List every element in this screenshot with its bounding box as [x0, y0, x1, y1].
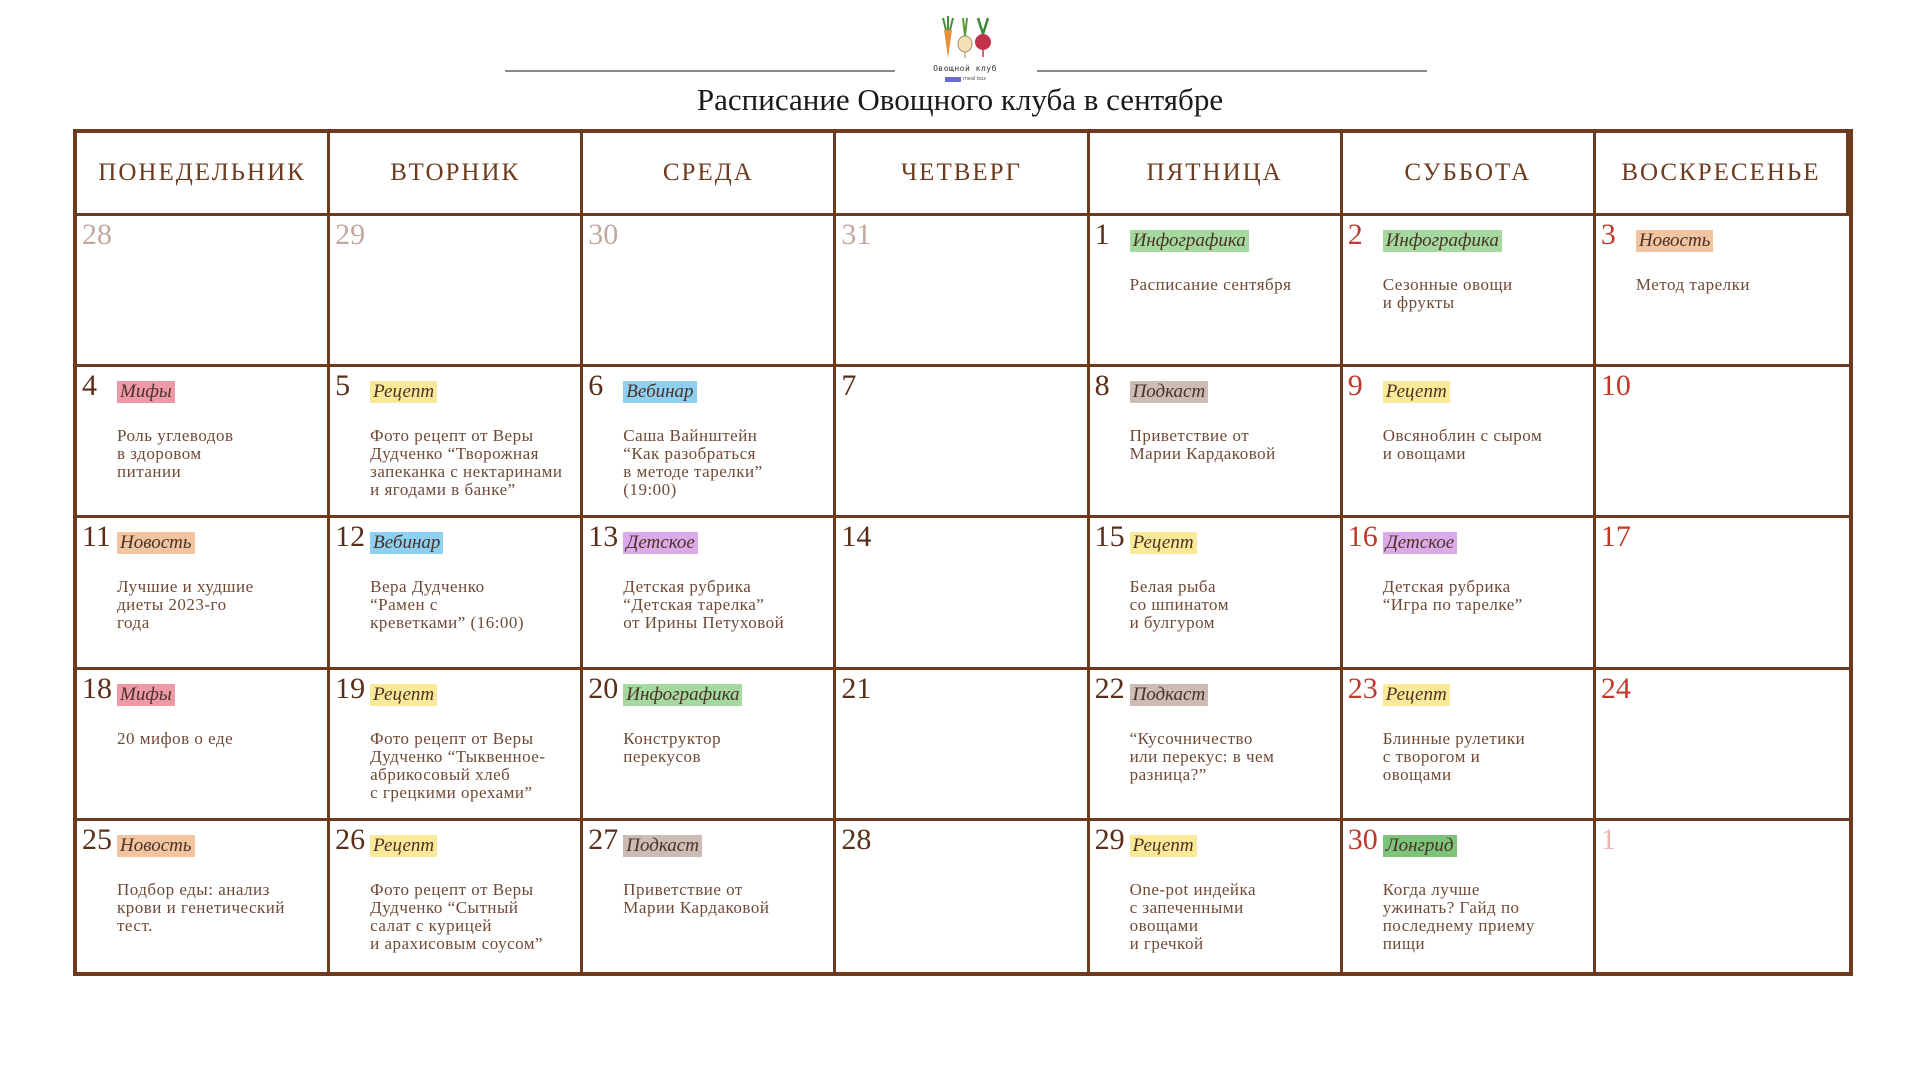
- event-description: Фото рецепт от Веры Дудченко “Сытный салат с курицей и арахисовым соусом”: [370, 879, 544, 953]
- day-cell: [330, 670, 583, 821]
- category-tag: Инфографика: [1383, 230, 1502, 252]
- category-tag: Подкаст: [1130, 381, 1209, 403]
- day-number: 29: [1094, 822, 1125, 856]
- category-tag: Детское: [1383, 532, 1458, 554]
- day-cell: [1343, 367, 1596, 518]
- day-number: 1: [1600, 822, 1616, 856]
- day-number: 30: [588, 218, 619, 251]
- event-description: Саша Вайнштейн “Как разобраться в методе тарелки” (19:00): [623, 426, 763, 500]
- day-number: 16: [1347, 520, 1378, 554]
- day-cell: [1343, 518, 1596, 669]
- day-cell: [330, 367, 583, 518]
- day-number: 3: [1600, 218, 1616, 251]
- day-number: 28: [841, 822, 872, 856]
- category-tag: Подкаст: [623, 835, 702, 857]
- day-number: 7: [841, 369, 857, 403]
- day-number: 4: [82, 369, 97, 403]
- category-tag: Новость: [117, 532, 195, 554]
- day-cell: [1343, 216, 1596, 367]
- day-cell: [583, 367, 836, 518]
- day-cell: [836, 367, 1089, 518]
- day-number: 8: [1094, 369, 1110, 403]
- day-number: 14: [841, 520, 872, 554]
- day-cell: [836, 518, 1089, 669]
- day-number: 28: [82, 218, 112, 251]
- header-rule-left: [505, 70, 895, 72]
- category-tag: Вебинар: [370, 532, 443, 554]
- event-description: Роль углеводов в здоровом питании: [117, 426, 234, 482]
- category-tag: Рецепт: [370, 381, 437, 403]
- day-cell: [1343, 670, 1596, 821]
- day-number: 13: [588, 520, 619, 554]
- category-tag: Рецепт: [370, 684, 437, 706]
- day-number: 27: [588, 822, 619, 856]
- day-number: 31: [841, 218, 872, 251]
- day-number: 2: [1347, 218, 1363, 251]
- event-description: Вера Дудченко “Рамен с креветками” (16:00): [370, 577, 525, 633]
- day-number: 1: [1094, 218, 1110, 251]
- day-cell: [1090, 367, 1343, 518]
- day-cell: [1596, 367, 1849, 518]
- category-tag: Рецепт: [1383, 684, 1450, 706]
- day-cell: [836, 670, 1089, 821]
- day-cell: [1343, 821, 1596, 972]
- logo-subbrand-text: meal box: [963, 76, 987, 82]
- day-number: 22: [1094, 671, 1125, 705]
- event-description: Приветствие от Марии Кардаковой: [1129, 426, 1276, 464]
- day-number: 5: [335, 369, 351, 403]
- event-description: Белая рыба со шпинатом и булгуром: [1129, 577, 1229, 633]
- day-cell: [836, 821, 1089, 972]
- weekday-header: ПОНЕДЕЛЬНИК: [77, 133, 330, 216]
- day-number: 10: [1600, 369, 1631, 403]
- category-tag: Мифы: [117, 684, 175, 706]
- category-tag: Инфографика: [1130, 230, 1249, 252]
- category-tag: Рецепт: [370, 835, 437, 857]
- event-description: Сезонные овощи и фрукты: [1382, 275, 1513, 312]
- weekday-header: СУББОТА: [1343, 133, 1596, 216]
- event-description: Подбор еды: анализ крови и генетический тест.: [117, 879, 285, 935]
- category-tag: Новость: [1636, 230, 1714, 252]
- day-cell: [836, 216, 1089, 367]
- header: [0, 0, 1920, 125]
- day-number: 19: [335, 671, 366, 705]
- calendar-grid: [73, 129, 1853, 976]
- day-cell: [1596, 821, 1849, 972]
- day-cell: [1596, 518, 1849, 669]
- day-number: 18: [82, 671, 112, 705]
- category-tag: Новость: [117, 835, 195, 857]
- event-description: Овсяноблин с сыром и овощами: [1382, 426, 1543, 464]
- event-description: Детская рубрика “Детская тарелка” от Ирины Петуховой: [623, 577, 785, 633]
- day-number: 11: [82, 520, 111, 554]
- day-number: 24: [1600, 671, 1631, 705]
- category-tag: Мифы: [117, 381, 175, 403]
- day-number: 20: [588, 671, 619, 705]
- header-rule-right: [1037, 70, 1427, 72]
- day-cell: [583, 670, 836, 821]
- day-number: 6: [588, 369, 604, 403]
- category-tag: Инфографика: [623, 684, 742, 706]
- event-description: Когда лучше ужинать? Гайд по последнему приему пищи: [1382, 879, 1535, 953]
- day-cell: [1090, 518, 1343, 669]
- day-cell: [1596, 216, 1849, 367]
- event-description: Метод тарелки: [1635, 275, 1750, 294]
- event-description: Фото рецепт от Веры Дудченко “Тыквенное- абрикосовый хлеб с грецкими орехами”: [370, 728, 546, 802]
- page-title: Расписание Овощного клуба в сентябре: [696, 82, 1224, 117]
- day-cell: [1090, 216, 1343, 367]
- day-cell: [583, 216, 836, 367]
- day-number: 9: [1347, 369, 1363, 403]
- weekday-header: ПЯТНИЦА: [1090, 133, 1343, 216]
- event-description: Блинные рулетики с творогом и овощами: [1382, 728, 1526, 784]
- event-description: Лучшие и худшие диеты 2023-го года: [117, 577, 254, 633]
- event-description: 20 мифов о еде: [117, 728, 234, 748]
- day-cell: [77, 216, 330, 367]
- day-cell: [330, 821, 583, 972]
- event-description: “Кусочничество или перекус: в чем разница?”: [1129, 728, 1275, 784]
- day-cell: [1090, 670, 1343, 821]
- day-number: 29: [335, 218, 366, 251]
- day-number: 30: [1347, 822, 1378, 856]
- day-number: 25: [82, 822, 112, 856]
- category-tag: Подкаст: [1130, 684, 1209, 706]
- day-cell: [77, 821, 330, 972]
- weekday-header: ЧЕТВЕРГ: [836, 133, 1089, 216]
- day-cell: [330, 216, 583, 367]
- category-tag: Вебинар: [623, 381, 696, 403]
- day-cell: [77, 518, 330, 669]
- day-cell: [583, 518, 836, 669]
- day-cell: [1090, 821, 1343, 972]
- event-description: Расписание сентября: [1129, 275, 1292, 294]
- day-number: 12: [335, 520, 366, 554]
- event-description: Детская рубрика “Игра по тарелке”: [1382, 577, 1523, 615]
- logo-caption: Овощной клуб: [933, 64, 997, 73]
- day-number: 15: [1094, 520, 1125, 554]
- event-description: Приветствие от Марии Кардаковой: [623, 879, 770, 917]
- day-number: 17: [1600, 520, 1631, 554]
- category-tag: Рецепт: [1130, 532, 1197, 554]
- weekday-header: ВОСКРЕСЕНЬЕ: [1596, 133, 1849, 216]
- day-number: 21: [841, 671, 872, 705]
- category-tag: Рецепт: [1383, 381, 1450, 403]
- event-description: Фото рецепт от Веры Дудченко “Творожная запеканка с нектаринами и ягодами в банке”: [370, 426, 563, 500]
- day-cell: [77, 670, 330, 821]
- day-number: 26: [335, 822, 366, 856]
- category-tag: Лонгрид: [1383, 835, 1457, 857]
- day-number: 23: [1347, 671, 1378, 705]
- day-cell: [77, 367, 330, 518]
- category-tag: Рецепт: [1130, 835, 1197, 857]
- event-description: One-pot индейка с запеченными овощами и гречкой: [1129, 879, 1257, 953]
- category-tag: Детское: [623, 532, 698, 554]
- weekday-header: СРЕДА: [583, 133, 836, 216]
- day-cell: [583, 821, 836, 972]
- day-cell: [1596, 670, 1849, 821]
- day-cell: [330, 518, 583, 669]
- event-description: Конструктор перекусов: [623, 728, 722, 766]
- weekday-header: ВТОРНИК: [330, 133, 583, 216]
